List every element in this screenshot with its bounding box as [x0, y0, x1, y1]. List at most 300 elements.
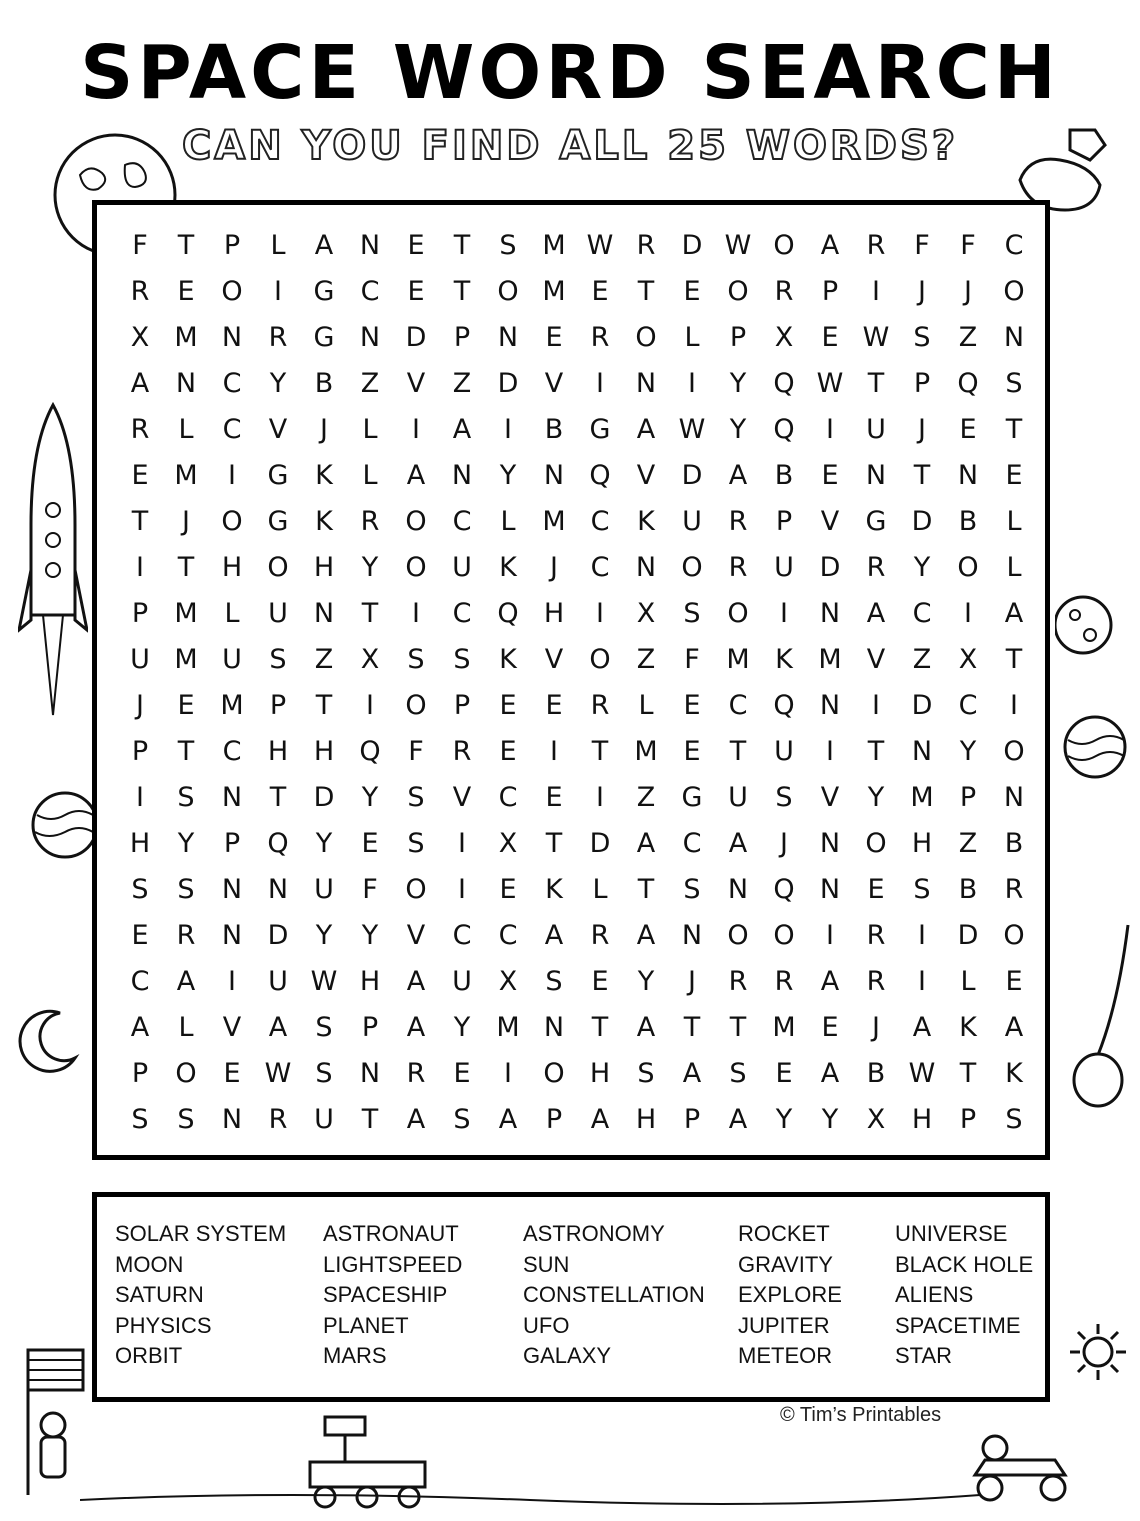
grid-letter[interactable]: P — [453, 690, 471, 721]
grid-letter[interactable]: C — [452, 506, 472, 537]
grid-letter[interactable]: W — [908, 1058, 936, 1089]
grid-letter[interactable]: E — [683, 736, 701, 767]
grid-letter[interactable]: A — [728, 460, 748, 491]
grid-letter[interactable]: T — [729, 1012, 747, 1043]
grid-letter[interactable]: V — [866, 644, 886, 675]
grid-letter[interactable]: S — [729, 1058, 747, 1089]
grid-letter[interactable]: A — [636, 414, 656, 445]
grid-letter[interactable]: Y — [821, 1104, 839, 1135]
grid-letter[interactable]: D — [267, 920, 289, 951]
grid-letter[interactable]: W — [862, 322, 890, 353]
grid-letter[interactable]: O — [405, 552, 427, 583]
grid-letter[interactable]: E — [545, 690, 563, 721]
grid-letter[interactable]: N — [819, 828, 841, 859]
grid-letter[interactable]: L — [270, 230, 286, 261]
grid-letter[interactable]: I — [504, 414, 512, 445]
grid-letter[interactable]: B — [1004, 828, 1024, 859]
grid-letter[interactable]: P — [545, 1104, 563, 1135]
grid-letter[interactable]: E — [821, 1012, 839, 1043]
grid-letter[interactable]: P — [131, 1058, 149, 1089]
grid-letter[interactable]: D — [911, 690, 933, 721]
grid-letter[interactable]: R — [590, 920, 610, 951]
grid-letter[interactable]: X — [498, 966, 518, 997]
grid-letter[interactable]: Y — [315, 920, 333, 951]
grid-letter[interactable]: S — [1005, 1104, 1023, 1135]
grid-letter[interactable]: T — [269, 782, 287, 813]
grid-letter[interactable]: W — [586, 230, 614, 261]
grid-letter[interactable]: P — [913, 368, 931, 399]
grid-letter[interactable]: Z — [636, 782, 656, 813]
grid-letter[interactable]: J — [182, 506, 190, 537]
grid-letter[interactable]: I — [274, 276, 282, 307]
grid-letter[interactable]: K — [315, 506, 333, 537]
grid-letter[interactable]: R — [130, 414, 150, 445]
grid-letter[interactable]: O — [1003, 736, 1025, 767]
grid-letter[interactable]: L — [592, 874, 608, 905]
grid-letter[interactable]: V — [222, 1012, 242, 1043]
grid-letter[interactable]: V — [452, 782, 472, 813]
grid-letter[interactable]: A — [682, 1058, 702, 1089]
grid-letter[interactable]: S — [407, 644, 425, 675]
grid-letter[interactable]: J — [136, 690, 144, 721]
grid-letter[interactable]: T — [913, 460, 931, 491]
grid-letter[interactable]: J — [872, 1012, 880, 1043]
grid-letter[interactable]: D — [313, 782, 335, 813]
grid-letter[interactable]: M — [174, 322, 198, 353]
grid-letter[interactable]: A — [636, 828, 656, 859]
grid-letter[interactable]: A — [406, 966, 426, 997]
grid-letter[interactable]: T — [1005, 414, 1023, 445]
grid-letter[interactable]: C — [1004, 230, 1024, 261]
grid-letter[interactable]: Z — [452, 368, 472, 399]
grid-letter[interactable]: G — [589, 414, 611, 445]
grid-letter[interactable]: A — [866, 598, 886, 629]
grid-letter[interactable]: A — [544, 920, 564, 951]
grid-letter[interactable]: A — [406, 1012, 426, 1043]
grid-letter[interactable]: V — [544, 368, 564, 399]
grid-letter[interactable]: T — [361, 1104, 379, 1135]
grid-letter[interactable]: H — [313, 552, 335, 583]
grid-letter[interactable]: U — [130, 644, 150, 675]
grid-letter[interactable]: S — [913, 874, 931, 905]
grid-letter[interactable]: O — [267, 552, 289, 583]
grid-letter[interactable]: R — [130, 276, 150, 307]
grid-letter[interactable]: E — [545, 322, 563, 353]
grid-letter[interactable]: T — [959, 1058, 977, 1089]
grid-letter[interactable]: I — [1010, 690, 1018, 721]
grid-letter[interactable]: S — [683, 874, 701, 905]
grid-letter[interactable]: B — [774, 460, 794, 491]
grid-letter[interactable]: K — [637, 506, 655, 537]
grid-letter[interactable]: G — [681, 782, 703, 813]
grid-letter[interactable]: X — [498, 828, 518, 859]
grid-letter[interactable]: O — [957, 552, 979, 583]
grid-letter[interactable]: Z — [958, 828, 978, 859]
grid-letter[interactable]: O — [221, 276, 243, 307]
grid-letter[interactable]: S — [453, 1104, 471, 1135]
grid-letter[interactable]: K — [775, 644, 793, 675]
grid-letter[interactable]: M — [634, 736, 658, 767]
grid-letter[interactable]: N — [313, 598, 335, 629]
grid-letter[interactable]: R — [866, 552, 886, 583]
grid-letter[interactable]: L — [362, 460, 378, 491]
grid-letter[interactable]: R — [866, 920, 886, 951]
grid-letter[interactable]: Y — [361, 920, 379, 951]
grid-letter[interactable]: T — [867, 736, 885, 767]
grid-letter[interactable]: R — [360, 506, 380, 537]
grid-letter[interactable]: C — [360, 276, 380, 307]
grid-letter[interactable]: E — [821, 460, 839, 491]
grid-letter[interactable]: E — [499, 736, 517, 767]
grid-letter[interactable]: U — [452, 552, 472, 583]
grid-letter[interactable]: I — [412, 598, 420, 629]
grid-letter[interactable]: I — [688, 368, 696, 399]
grid-letter[interactable]: S — [315, 1058, 333, 1089]
grid-letter[interactable]: A — [130, 1012, 150, 1043]
grid-letter[interactable]: V — [268, 414, 288, 445]
grid-letter[interactable]: P — [821, 276, 839, 307]
grid-letter[interactable]: J — [918, 276, 926, 307]
grid-letter[interactable]: C — [222, 368, 242, 399]
grid-letter[interactable]: I — [228, 966, 236, 997]
grid-letter[interactable]: N — [359, 230, 381, 261]
grid-letter[interactable]: R — [774, 966, 794, 997]
grid-letter[interactable]: I — [136, 782, 144, 813]
grid-letter[interactable]: O — [405, 874, 427, 905]
grid-letter[interactable]: E — [545, 782, 563, 813]
grid-letter[interactable]: N — [267, 874, 289, 905]
grid-letter[interactable]: E — [959, 414, 977, 445]
grid-letter[interactable]: Z — [636, 644, 656, 675]
grid-letter[interactable]: A — [406, 1104, 426, 1135]
grid-letter[interactable]: U — [682, 506, 702, 537]
grid-letter[interactable]: C — [590, 552, 610, 583]
grid-letter[interactable]: B — [866, 1058, 886, 1089]
grid-letter[interactable]: O — [727, 598, 749, 629]
grid-letter[interactable]: I — [596, 782, 604, 813]
grid-letter[interactable]: F — [684, 644, 700, 675]
grid-letter[interactable]: X — [636, 598, 656, 629]
grid-letter[interactable]: K — [315, 460, 333, 491]
grid-letter[interactable]: X — [866, 1104, 886, 1135]
grid-letter[interactable]: S — [407, 828, 425, 859]
grid-letter[interactable]: P — [361, 1012, 379, 1043]
grid-letter[interactable]: G — [865, 506, 887, 537]
grid-letter[interactable]: D — [911, 506, 933, 537]
grid-letter[interactable]: Q — [359, 736, 381, 767]
grid-letter[interactable]: N — [221, 322, 243, 353]
grid-letter[interactable]: S — [269, 644, 287, 675]
grid-letter[interactable]: M — [174, 644, 198, 675]
grid-letter[interactable]: M — [772, 1012, 796, 1043]
grid-letter[interactable]: S — [683, 598, 701, 629]
grid-letter[interactable]: K — [499, 644, 517, 675]
grid-letter[interactable]: H — [911, 828, 933, 859]
grid-letter[interactable]: F — [914, 230, 930, 261]
grid-letter[interactable]: T — [177, 552, 195, 583]
grid-letter[interactable]: N — [221, 782, 243, 813]
grid-letter[interactable]: N — [819, 690, 841, 721]
grid-letter[interactable]: Y — [361, 552, 379, 583]
grid-letter[interactable]: S — [131, 874, 149, 905]
grid-letter[interactable]: V — [406, 368, 426, 399]
grid-letter[interactable]: W — [310, 966, 338, 997]
grid-letter[interactable]: D — [497, 368, 519, 399]
grid-letter[interactable]: O — [681, 552, 703, 583]
grid-letter[interactable]: P — [131, 736, 149, 767]
grid-letter[interactable]: Y — [913, 552, 931, 583]
grid-letter[interactable]: D — [405, 322, 427, 353]
grid-letter[interactable]: T — [177, 230, 195, 261]
grid-letter[interactable]: I — [964, 598, 972, 629]
grid-letter[interactable]: U — [268, 598, 288, 629]
grid-letter[interactable]: A — [912, 1012, 932, 1043]
grid-letter[interactable]: C — [498, 782, 518, 813]
grid-letter[interactable]: J — [550, 552, 558, 583]
grid-letter[interactable]: E — [1005, 966, 1023, 997]
grid-letter[interactable]: E — [591, 966, 609, 997]
grid-letter[interactable]: O — [727, 276, 749, 307]
grid-letter[interactable]: E — [131, 920, 149, 951]
grid-letter[interactable]: C — [452, 598, 472, 629]
grid-letter[interactable]: F — [960, 230, 976, 261]
grid-letter[interactable]: E — [683, 276, 701, 307]
grid-letter[interactable]: O — [1003, 276, 1025, 307]
grid-letter[interactable]: M — [726, 644, 750, 675]
grid-letter[interactable]: A — [820, 966, 840, 997]
grid-letter[interactable]: Y — [453, 1012, 471, 1043]
grid-letter[interactable]: G — [313, 276, 335, 307]
grid-letter[interactable]: Y — [867, 782, 885, 813]
grid-letter[interactable]: L — [224, 598, 240, 629]
grid-letter[interactable]: S — [1005, 368, 1023, 399]
grid-letter[interactable]: K — [1005, 1058, 1023, 1089]
grid-letter[interactable]: R — [636, 230, 656, 261]
grid-letter[interactable]: N — [911, 736, 933, 767]
grid-letter[interactable]: N — [543, 1012, 565, 1043]
grid-letter[interactable]: S — [637, 1058, 655, 1089]
grid-letter[interactable]: Q — [497, 598, 519, 629]
grid-letter[interactable]: S — [407, 782, 425, 813]
grid-letter[interactable]: N — [543, 460, 565, 491]
grid-letter[interactable]: N — [221, 920, 243, 951]
grid-letter[interactable]: I — [550, 736, 558, 767]
grid-letter[interactable]: A — [406, 460, 426, 491]
grid-letter[interactable]: C — [912, 598, 932, 629]
grid-letter[interactable]: U — [314, 874, 334, 905]
grid-letter[interactable]: Y — [959, 736, 977, 767]
grid-letter[interactable]: R — [406, 1058, 426, 1089]
grid-letter[interactable]: U — [728, 782, 748, 813]
grid-letter[interactable]: A — [590, 1104, 610, 1135]
grid-letter[interactable]: I — [458, 828, 466, 859]
grid-letter[interactable]: S — [913, 322, 931, 353]
grid-letter[interactable]: T — [315, 690, 333, 721]
grid-letter[interactable]: U — [268, 966, 288, 997]
grid-letter[interactable]: I — [826, 414, 834, 445]
grid-letter[interactable]: T — [361, 598, 379, 629]
grid-letter[interactable]: U — [222, 644, 242, 675]
grid-letter[interactable]: H — [267, 736, 289, 767]
grid-letter[interactable]: Q — [589, 460, 611, 491]
grid-letter[interactable]: Q — [773, 690, 795, 721]
grid-letter[interactable]: N — [865, 460, 887, 491]
grid-letter[interactable]: S — [177, 874, 195, 905]
grid-letter[interactable]: D — [819, 552, 841, 583]
grid-letter[interactable]: E — [499, 690, 517, 721]
grid-letter[interactable]: I — [872, 690, 880, 721]
grid-letter[interactable]: G — [267, 506, 289, 537]
grid-letter[interactable]: C — [452, 920, 472, 951]
grid-letter[interactable]: T — [637, 276, 655, 307]
grid-letter[interactable]: M — [174, 598, 198, 629]
grid-letter[interactable]: E — [683, 690, 701, 721]
grid-letter[interactable]: K — [545, 874, 563, 905]
grid-letter[interactable]: S — [315, 1012, 333, 1043]
grid-letter[interactable]: X — [958, 644, 978, 675]
grid-letter[interactable]: R — [590, 690, 610, 721]
grid-letter[interactable]: Q — [773, 368, 795, 399]
grid-letter[interactable]: O — [405, 690, 427, 721]
grid-letter[interactable]: O — [497, 276, 519, 307]
grid-letter[interactable]: P — [729, 322, 747, 353]
grid-letter[interactable]: T — [177, 736, 195, 767]
grid-letter[interactable]: L — [500, 506, 516, 537]
grid-letter[interactable]: V — [406, 920, 426, 951]
grid-letter[interactable]: Z — [958, 322, 978, 353]
grid-letter[interactable]: E — [361, 828, 379, 859]
grid-letter[interactable]: T — [545, 828, 563, 859]
grid-letter[interactable]: M — [542, 506, 566, 537]
grid-letter[interactable]: N — [727, 874, 749, 905]
grid-letter[interactable]: Q — [957, 368, 979, 399]
grid-letter[interactable]: J — [780, 828, 788, 859]
grid-letter[interactable]: T — [729, 736, 747, 767]
grid-letter[interactable]: M — [818, 644, 842, 675]
grid-letter[interactable]: A — [452, 414, 472, 445]
grid-letter[interactable]: C — [682, 828, 702, 859]
grid-letter[interactable]: L — [960, 966, 976, 997]
grid-letter[interactable]: R — [774, 276, 794, 307]
grid-letter[interactable]: P — [775, 506, 793, 537]
grid-letter[interactable]: T — [591, 736, 609, 767]
grid-letter[interactable]: O — [1003, 920, 1025, 951]
grid-letter[interactable]: H — [635, 1104, 657, 1135]
grid-letter[interactable]: R — [590, 322, 610, 353]
grid-letter[interactable]: E — [1005, 460, 1023, 491]
grid-letter[interactable]: A — [176, 966, 196, 997]
grid-letter[interactable]: Y — [775, 1104, 793, 1135]
grid-letter[interactable]: N — [635, 368, 657, 399]
grid-letter[interactable]: H — [589, 1058, 611, 1089]
grid-letter[interactable]: Y — [177, 828, 195, 859]
grid-letter[interactable]: G — [313, 322, 335, 353]
grid-letter[interactable]: A — [820, 230, 840, 261]
grid-letter[interactable]: Y — [729, 414, 747, 445]
grid-letter[interactable]: A — [1004, 598, 1024, 629]
grid-letter[interactable]: H — [313, 736, 335, 767]
grid-letter[interactable]: J — [964, 276, 972, 307]
grid-letter[interactable]: Z — [314, 644, 334, 675]
grid-letter[interactable]: A — [728, 828, 748, 859]
grid-letter[interactable]: R — [452, 736, 472, 767]
grid-letter[interactable]: A — [1004, 1012, 1024, 1043]
grid-letter[interactable]: Z — [912, 644, 932, 675]
grid-letter[interactable]: O — [773, 920, 795, 951]
grid-letter[interactable]: E — [223, 1058, 241, 1089]
grid-letter[interactable]: S — [775, 782, 793, 813]
grid-letter[interactable]: Q — [773, 414, 795, 445]
grid-letter[interactable]: S — [545, 966, 563, 997]
grid-letter[interactable]: O — [727, 920, 749, 951]
grid-letter[interactable]: N — [221, 1104, 243, 1135]
grid-letter[interactable]: I — [412, 414, 420, 445]
grid-letter[interactable]: Y — [361, 782, 379, 813]
grid-letter[interactable]: Z — [360, 368, 380, 399]
grid-letter[interactable]: E — [177, 690, 195, 721]
grid-letter[interactable]: V — [820, 782, 840, 813]
grid-letter[interactable]: S — [177, 782, 195, 813]
grid-letter[interactable]: E — [867, 874, 885, 905]
grid-letter[interactable]: U — [452, 966, 472, 997]
grid-letter[interactable]: A — [636, 1012, 656, 1043]
grid-letter[interactable]: A — [130, 368, 150, 399]
grid-letter[interactable]: S — [453, 644, 471, 675]
grid-letter[interactable]: O — [175, 1058, 197, 1089]
grid-letter[interactable]: P — [959, 782, 977, 813]
grid-letter[interactable]: K — [499, 552, 517, 583]
grid-letter[interactable]: J — [918, 414, 926, 445]
grid-letter[interactable]: D — [681, 230, 703, 261]
grid-letter[interactable]: R — [866, 230, 886, 261]
grid-letter[interactable]: M — [910, 782, 934, 813]
grid-letter[interactable]: E — [407, 276, 425, 307]
grid-letter[interactable]: N — [497, 322, 519, 353]
grid-letter[interactable]: N — [681, 920, 703, 951]
grid-letter[interactable]: I — [918, 966, 926, 997]
grid-letter[interactable]: J — [688, 966, 696, 997]
grid-letter[interactable]: D — [589, 828, 611, 859]
grid-letter[interactable]: H — [359, 966, 381, 997]
grid-letter[interactable]: T — [683, 1012, 701, 1043]
grid-letter[interactable]: N — [175, 368, 197, 399]
grid-letter[interactable]: T — [453, 276, 471, 307]
grid-letter[interactable]: F — [132, 230, 148, 261]
grid-letter[interactable]: F — [408, 736, 424, 767]
grid-letter[interactable]: W — [816, 368, 844, 399]
grid-letter[interactable]: Y — [269, 368, 287, 399]
grid-letter[interactable]: I — [228, 460, 236, 491]
grid-letter[interactable]: N — [957, 460, 979, 491]
grid-letter[interactable]: C — [222, 736, 242, 767]
grid-letter[interactable]: I — [918, 920, 926, 951]
grid-letter[interactable]: R — [176, 920, 196, 951]
grid-letter[interactable]: E — [177, 276, 195, 307]
grid-letter[interactable]: X — [360, 644, 380, 675]
grid-letter[interactable]: H — [911, 1104, 933, 1135]
grid-letter[interactable]: Y — [637, 966, 655, 997]
grid-letter[interactable]: P — [683, 1104, 701, 1135]
grid-letter[interactable]: L — [362, 414, 378, 445]
grid-letter[interactable]: I — [136, 552, 144, 583]
grid-letter[interactable]: R — [268, 1104, 288, 1135]
grid-letter[interactable]: E — [499, 874, 517, 905]
grid-letter[interactable]: C — [958, 690, 978, 721]
grid-letter[interactable]: A — [636, 920, 656, 951]
grid-letter[interactable]: S — [177, 1104, 195, 1135]
grid-letter[interactable]: R — [1004, 874, 1024, 905]
grid-letter[interactable]: T — [131, 506, 149, 537]
